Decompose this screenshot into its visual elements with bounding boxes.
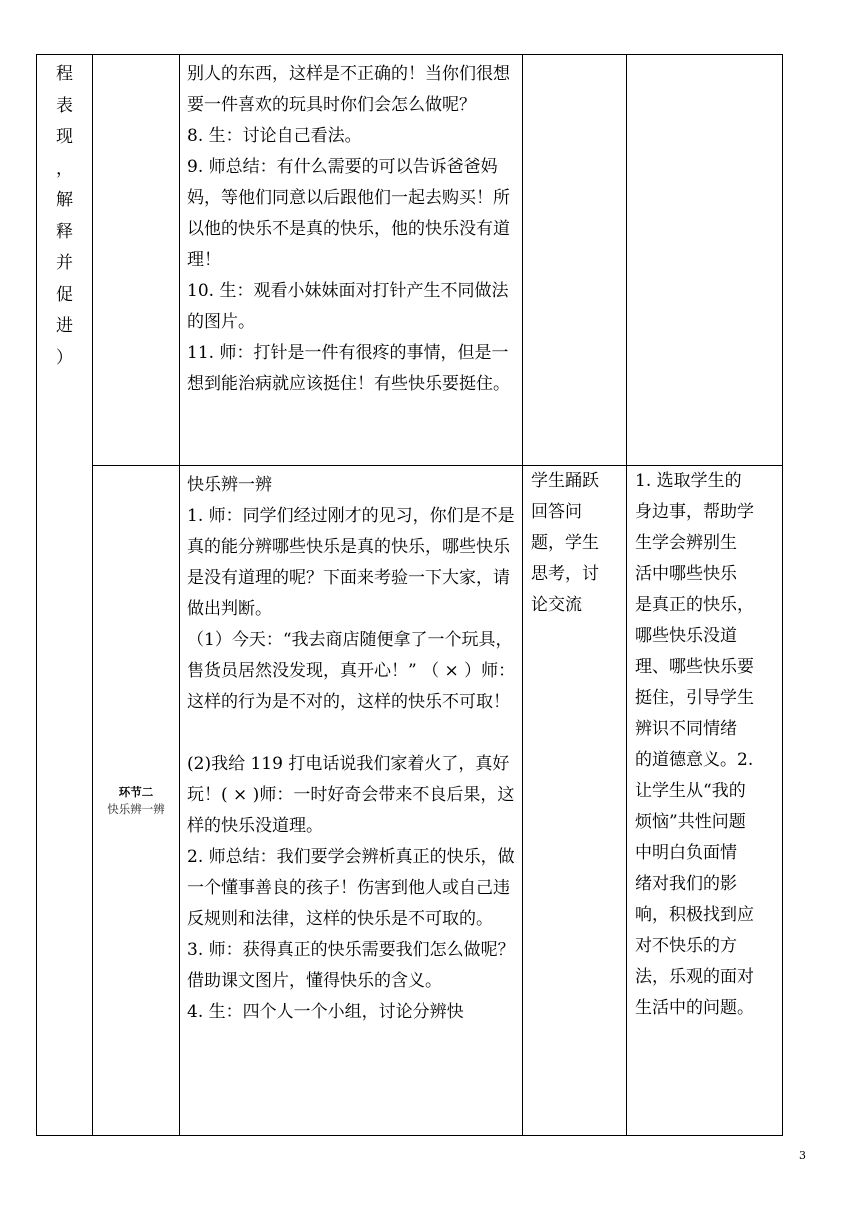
section-cell bbox=[93, 55, 180, 466]
content-cell bbox=[180, 466, 523, 1136]
content-paragraph: (2)我给 119 打电话说我们家着火了，真好玩！( × )师：一时好奇会带来不良后果，这样的快乐没道理。 bbox=[187, 754, 515, 836]
table-row bbox=[37, 55, 783, 466]
content-cell bbox=[180, 55, 523, 466]
teaching-content bbox=[180, 55, 522, 400]
content-paragraph: （1）今天：“我去商店随便拿了一个玩具，售货员居然没发现，真开心！” （ × ）师：这样的行为是不对的，这样的快乐不可取！ bbox=[187, 630, 516, 712]
student-activity-cell bbox=[523, 55, 627, 466]
content-paragraph: 9. 师总结：有什么需要的可以告诉爸爸妈妈，等他们同意以后跟他们一起去购买！所以他的快乐不是真的快乐，他的快乐没有道理！ bbox=[187, 157, 510, 270]
design-intent: 1. 选取学生的 身边事，帮助学 生学会辨别生 活中哪些快乐 是真正的快乐， 哪些快乐没道 理、哪些快乐要 挺住，引导学生 辨识不同情绪 的道德意义。2. 让学生从“我的 烦恼”共性问题 中明白负面情 绪对我们的影 响，积极找到应 对不快乐的方 法，乐观的面对 生活中的问题。 bbox=[635, 471, 754, 1018]
section-cell bbox=[93, 466, 180, 1136]
content-paragraph: 4. 生：四个人一个小组，讨论分辨快 bbox=[187, 1002, 464, 1022]
student-activity-cell bbox=[523, 466, 627, 1136]
stage-label: 程 表 现 ， 解 释 并 促 进 ） bbox=[56, 64, 73, 368]
design-intent-cell bbox=[627, 466, 783, 1136]
content-paragraph: 10. 生：观看小妹妹面对打针产生不同做法的图片。 bbox=[187, 281, 509, 332]
content-paragraph: 1. 师：同学们经过刚才的见习，你们是不是真的能分辨哪些快乐是真的快乐，哪些快乐是没有道理的呢？下面来考验一下大家，请做出判断。 bbox=[187, 506, 515, 619]
content-paragraph: 3. 师：获得真正的快乐需要我们怎么做呢？借助课文图片，懂得快乐的含义。 bbox=[187, 940, 515, 991]
lesson-plan-table bbox=[36, 54, 783, 1136]
content-paragraph: 2. 师总结：我们要学会辨析真正的快乐，做一个懂事善良的孩子！伤害到他人或自己违反规则和法律，这样的快乐是不可取的。 bbox=[187, 847, 515, 929]
stage-cell bbox=[37, 55, 93, 1136]
table-row bbox=[37, 466, 783, 1136]
content-paragraph: 快乐辨一辨 bbox=[187, 475, 272, 495]
teaching-content bbox=[180, 466, 522, 1028]
student-activity: 学生踊跃 回答问 题，学生 思考，讨 论交流 bbox=[531, 471, 599, 615]
section-subtitle: 快乐辨一辨 bbox=[107, 801, 165, 816]
content-paragraph: 8. 生：讨论自己看法。 bbox=[187, 126, 362, 146]
section-title: 环节二 bbox=[118, 784, 154, 799]
design-intent-cell bbox=[627, 55, 783, 466]
content-paragraph: 别人的东西，这样是不正确的！当你们很想要一件喜欢的玩具时你们会怎么做呢？ bbox=[187, 64, 510, 115]
page-number: 3 bbox=[799, 1149, 806, 1162]
content-paragraph: 11. 师：打针是一件有很疼的事情，但是一想到能治病就应该挺住！有些快乐要挺住。 bbox=[187, 343, 510, 394]
